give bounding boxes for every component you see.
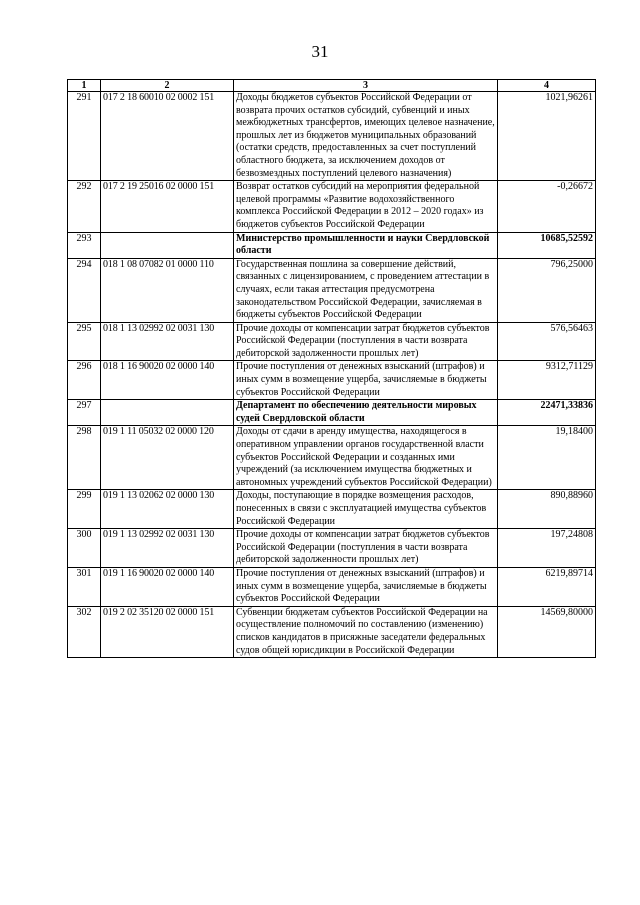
table-row bbox=[68, 181, 596, 232]
table-row bbox=[68, 529, 596, 568]
budget-code: 019 1 11 05032 02 0000 120 bbox=[101, 426, 234, 490]
amount: -0,26672 bbox=[498, 181, 596, 232]
amount: 14569,80000 bbox=[498, 606, 596, 657]
income-name: Государственная пошлина за совершение действий, связанных с лицензированием, с проведением аттестации в случаях, если такая аттестация предусмотрена законодательством Российской Федерации, зачисляемая в бюджеты субъектов Российской Федерации bbox=[234, 258, 498, 322]
amount: 19,18400 bbox=[498, 426, 596, 490]
row-number: 292 bbox=[68, 181, 101, 232]
budget-code: 017 2 18 60010 02 0002 151 bbox=[101, 92, 234, 181]
budget-code: 018 1 08 07082 01 0000 110 bbox=[101, 258, 234, 322]
budget-code: 019 1 13 02992 02 0031 130 bbox=[101, 529, 234, 568]
header-col-1: 1 bbox=[68, 80, 101, 92]
income-name: Прочие поступления от денежных взысканий (штрафов) и иных сумм в возмещение ущерба, зачисляемые в бюджеты субъектов Российской Федерации bbox=[234, 567, 498, 606]
row-number: 297 bbox=[68, 400, 101, 426]
budget-code: 019 1 13 02062 02 0000 130 bbox=[101, 490, 234, 529]
table-row bbox=[68, 400, 596, 426]
table-row bbox=[68, 426, 596, 490]
table-header-row bbox=[68, 80, 596, 92]
table-row bbox=[68, 361, 596, 400]
income-name: Прочие поступления от денежных взысканий (штрафов) и иных сумм в возмещение ущерба, зачисляемые в бюджеты субъектов Российской Федерации bbox=[234, 361, 498, 400]
amount: 9312,71129 bbox=[498, 361, 596, 400]
table-row bbox=[68, 606, 596, 657]
budget-code: 018 1 13 02992 02 0031 130 bbox=[101, 322, 234, 361]
income-name: Прочие доходы от компенсации затрат бюджетов субъектов Российской Федерации (поступления в части возврата дебиторской задолженности прошлых лет) bbox=[234, 529, 498, 568]
row-number: 295 bbox=[68, 322, 101, 361]
row-number: 293 bbox=[68, 232, 101, 258]
page-number: 31 bbox=[311, 42, 329, 61]
table-row bbox=[68, 490, 596, 529]
header-col-4: 4 bbox=[498, 80, 596, 92]
income-name: Доходы, поступающие в порядке возмещения расходов, понесенных в связи с эксплуатацией имущества субъектов Российской Федерации bbox=[234, 490, 498, 529]
row-number: 291 bbox=[68, 92, 101, 181]
income-name: Субвенции бюджетам субъектов Российской Федерации на осуществление полномочий по составлению (изменению) списков кандидатов в присяжные заседатели федеральных судов общей юрисдикции в Российской Федерации bbox=[234, 606, 498, 657]
table-row bbox=[68, 92, 596, 181]
row-number: 302 bbox=[68, 606, 101, 657]
budget-code bbox=[101, 400, 234, 426]
income-name: Доходы от сдачи в аренду имущества, находящегося в оперативном управлении органов государственной власти субъектов Российской Федерации и созданных ими учреждений (за исключением имущества бюджетных и автономных учреждений субъектов Российской Федерации) bbox=[234, 426, 498, 490]
amount: 1021,96261 bbox=[498, 92, 596, 181]
amount: 576,56463 bbox=[498, 322, 596, 361]
budget-code: 018 1 16 90020 02 0000 140 bbox=[101, 361, 234, 400]
amount: 22471,33836 bbox=[498, 400, 596, 426]
header-col-3: 3 bbox=[234, 80, 498, 92]
amount: 6219,89714 bbox=[498, 567, 596, 606]
row-number: 296 bbox=[68, 361, 101, 400]
table-row bbox=[68, 232, 596, 258]
header-col-2: 2 bbox=[101, 80, 234, 92]
income-name: Возврат остатков субсидий на мероприятия федеральной целевой программы «Развитие водохозяйственного комплекса Российской Федерации в 2012 – 2020 годах» из бюджетов субъектов Российской Федерации bbox=[234, 181, 498, 232]
row-number: 300 bbox=[68, 529, 101, 568]
table-row bbox=[68, 567, 596, 606]
budget-code: 019 2 02 35120 02 0000 151 bbox=[101, 606, 234, 657]
table-row bbox=[68, 258, 596, 322]
row-number: 299 bbox=[68, 490, 101, 529]
amount: 890,88960 bbox=[498, 490, 596, 529]
income-name: Доходы бюджетов субъектов Российской Федерации от возврата прочих остатков субсидий, субвенций и иных межбюджетных трансфертов, имеющих целевое назначение, прошлых лет из бюджетов муниципальных образований (остатки средств, предоставленных за счет поступлений областного бюджета, за исключением доходов от безвозмездных поступлений целевого назначения) bbox=[234, 92, 498, 181]
budget-income-table bbox=[67, 79, 596, 658]
amount: 10685,52592 bbox=[498, 232, 596, 258]
budget-code: 017 2 19 25016 02 0000 151 bbox=[101, 181, 234, 232]
amount: 197,24808 bbox=[498, 529, 596, 568]
income-name: Прочие доходы от компенсации затрат бюджетов субъектов Российской Федерации (поступления в части возврата дебиторской задолженности прошлых лет) bbox=[234, 322, 498, 361]
row-number: 301 bbox=[68, 567, 101, 606]
amount: 796,25000 bbox=[498, 258, 596, 322]
table-row bbox=[68, 322, 596, 361]
income-name: Министерство промышленности и науки Свердловской области bbox=[234, 232, 498, 258]
row-number: 294 bbox=[68, 258, 101, 322]
income-name: Департамент по обеспечению деятельности мировых судей Свердловской области bbox=[234, 400, 498, 426]
budget-code: 019 1 16 90020 02 0000 140 bbox=[101, 567, 234, 606]
budget-code bbox=[101, 232, 234, 258]
row-number: 298 bbox=[68, 426, 101, 490]
